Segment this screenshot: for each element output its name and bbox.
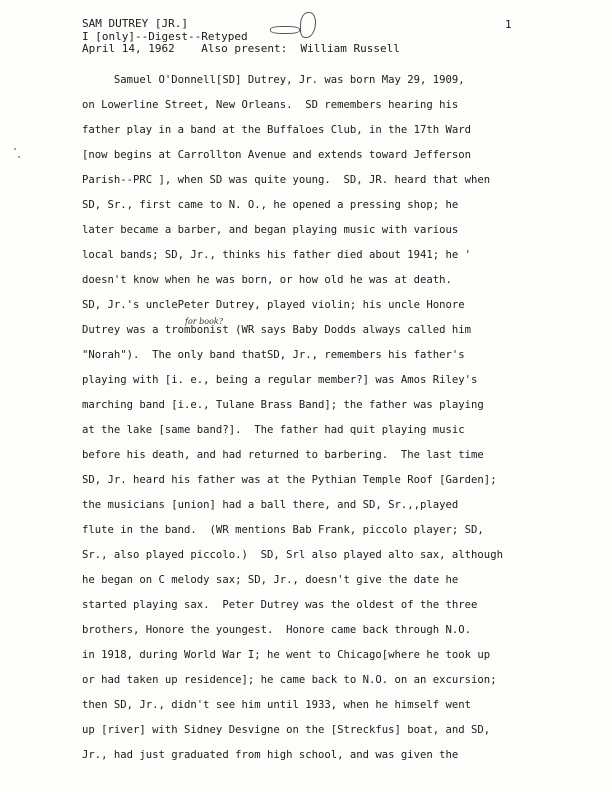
body-text-line: marching band [i.e., Tulane Brass Band]; the father was playing [82, 399, 484, 411]
body-text-line: on Lowerline Street, New Orleans. SD remembers hearing his [82, 99, 459, 111]
body-text-line: the musicians [union] had a ball there, and SD, Sr.,,played [82, 499, 459, 511]
body-text-line: playing with [i. e., being a regular member?] was Amos Riley's [82, 374, 478, 386]
body-text-line: doesn't know when he was born, or how old he was at death. [82, 274, 452, 286]
document-body [82, 68, 522, 768]
stray-mark [14, 148, 16, 150]
body-text-line: Sr., also played piccolo.) SD, Srl also played alto sax, although [82, 549, 503, 561]
body-text-line: SD, Jr. heard his father was at the Pythian Temple Roof [Garden]; [82, 474, 497, 486]
body-text-line: flute in the band. (WR mentions Bab Frank, piccolo player; SD, [82, 524, 484, 536]
body-text-line: father play in a band at the Buffaloes Club, in the 17th Ward [82, 124, 472, 136]
body-text-line: before his death, and had returned to barbering. The last time [82, 449, 484, 461]
body-text-line: "Norah"). The only band thatSD, Jr., remembers his father's [82, 349, 465, 361]
stray-mark [18, 156, 20, 158]
page-number: 1 [505, 18, 512, 31]
body-text-line: Jr., had just graduated from high school, and was given the [82, 749, 459, 761]
body-text-line: at the lake [same band?]. The father had quit playing music [82, 424, 465, 436]
body-text-line: SD, Sr., first came to N. O., he opened a pressing shop; he [82, 199, 459, 211]
body-text-line: Dutrey was a trombonist (WR says Baby Dodds always called him [82, 324, 472, 336]
body-text-line: or had taken up residence]; he came back to N.O. on an excursion; [82, 674, 497, 686]
body-text-line: in 1918, during World War I; he went to Chicago[where he took up [82, 649, 491, 661]
handwritten-scribble [270, 26, 300, 34]
body-text-line: then SD, Jr., didn't see him until 1933, when he himself went [82, 699, 472, 711]
document-subtitle: I [only]--Digest--Retyped [82, 29, 248, 43]
body-text-line: brothers, Honore the youngest. Honore came back through N.O. [82, 624, 472, 636]
body-text-line: he began on C melody sax; SD, Jr., doesn't give the date he [82, 574, 459, 586]
handwritten-margin-note: for book? [185, 317, 224, 326]
body-text-line: local bands; SD, Jr., thinks his father died about 1941; he ' [82, 249, 472, 261]
body-text-line: Samuel O'Donnell[SD] Dutrey, Jr. was born May 29, 1909, [82, 74, 465, 86]
body-text-line: started playing sax. Peter Dutrey was the oldest of the three [82, 599, 478, 611]
body-text-line: Parish--PRC ], when SD was quite young. SD, JR. heard that when [82, 174, 491, 186]
document-title: SAM DUTREY [JR.] [82, 17, 188, 30]
body-text-line: later became a barber, and began playing music with various [82, 224, 459, 236]
interview-date-line: April 14, 1962 Also present: William Russell [82, 42, 400, 55]
body-text-line: SD, Jr.'s unclePeter Dutrey, played violin; his uncle Honore [82, 299, 465, 311]
body-text-line: [now begins at Carrollton Avenue and extends toward Jefferson [82, 149, 472, 161]
body-text-line: up [river] with Sidney Desvigne on the [Streckfus] boat, and SD, [82, 724, 491, 736]
